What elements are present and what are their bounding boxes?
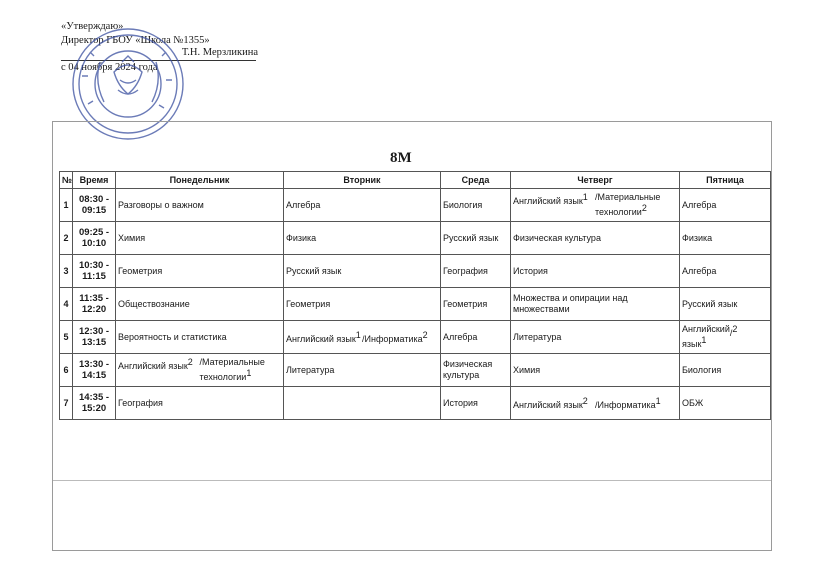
- divider: [53, 480, 771, 481]
- cell-friday: ОБЖ: [680, 387, 771, 420]
- header-time: Время: [73, 172, 116, 189]
- group-a-number: 1: [355, 329, 361, 340]
- lesson-number: 5: [60, 321, 73, 354]
- lesson-time: 09:25 - 10:10: [73, 222, 116, 255]
- cell-thursday: [511, 387, 680, 420]
- header-monday: Понедельник: [116, 172, 284, 189]
- split-group-lesson: [513, 396, 677, 411]
- header-thursday: Четверг: [511, 172, 680, 189]
- group-a-number: 2: [187, 357, 193, 367]
- lesson-time: 10:30 - 11:15: [73, 255, 116, 288]
- lesson-number: 6: [60, 354, 73, 387]
- signatory-name: Т.Н. Мерзликина: [181, 46, 258, 58]
- cell-friday: Алгебра: [680, 255, 771, 288]
- cell-friday: Биология: [680, 354, 771, 387]
- cell-wednesday: Биология: [441, 189, 511, 222]
- lesson-number: 2: [60, 222, 73, 255]
- group-b-subject: /: [729, 328, 733, 338]
- cell-tuesday: [284, 321, 441, 354]
- split-group-lesson: [286, 330, 438, 345]
- cell-wednesday: Русский язык: [441, 222, 511, 255]
- header-row: [60, 172, 771, 189]
- group-a-subject: Английский язык: [286, 333, 356, 344]
- cell-monday: Разговоры о важном: [116, 189, 284, 222]
- cell-friday: Физика: [680, 222, 771, 255]
- lesson-time: 12:30 - 13:15: [73, 321, 116, 354]
- table-row: [60, 189, 771, 222]
- group-a-subject: Английский язык: [513, 196, 583, 206]
- table-row: [60, 321, 771, 354]
- lesson-time: 08:30 - 09:15: [73, 189, 116, 222]
- cell-tuesday: Алгебра: [284, 189, 441, 222]
- cell-wednesday: География: [441, 255, 511, 288]
- lesson-number: 3: [60, 255, 73, 288]
- cell-tuesday: Геометрия: [284, 288, 441, 321]
- cell-thursday: Литература: [511, 321, 680, 354]
- header-friday: Пятница: [680, 172, 771, 189]
- group-b-subject: /Информатика: [595, 399, 656, 410]
- class-title: 8М: [390, 150, 412, 166]
- split-group-lesson: [682, 324, 768, 350]
- lesson-time: 13:30 - 14:15: [73, 354, 116, 387]
- group-a-number: 1: [582, 192, 588, 202]
- cell-wednesday: Физическая культура: [441, 354, 511, 387]
- group-a-number: 2: [582, 395, 588, 406]
- group-b-number: 1: [246, 368, 252, 378]
- header-num: №: [60, 172, 73, 189]
- cell-tuesday: [284, 387, 441, 420]
- group-b-number: 2: [641, 203, 647, 213]
- table-row: [60, 255, 771, 288]
- cell-monday: География: [116, 387, 284, 420]
- lesson-number: 1: [60, 189, 73, 222]
- cell-friday: Русский язык: [680, 288, 771, 321]
- cell-monday: Вероятность и статистика: [116, 321, 284, 354]
- group-a-subject: Английский язык: [118, 361, 188, 371]
- group-a-number: 1: [701, 335, 707, 345]
- header-tuesday: Вторник: [284, 172, 441, 189]
- split-group-lesson: [118, 357, 281, 383]
- approval-line-1: «Утверждаю»: [61, 21, 124, 32]
- cell-thursday: Множества и опирации над множествами: [511, 288, 680, 321]
- table-row: [60, 387, 771, 420]
- cell-friday: [680, 321, 771, 354]
- cell-monday: Химия: [116, 222, 284, 255]
- lesson-number: 7: [60, 387, 73, 420]
- cell-monday: [116, 354, 284, 387]
- group-b-subject: /Материальные технологии: [199, 357, 265, 382]
- group-b-number: 2: [732, 324, 738, 334]
- group-b-subject: /Информатика: [362, 333, 423, 344]
- split-group-lesson: [513, 192, 677, 218]
- table-row: [60, 288, 771, 321]
- schedule-table: [59, 171, 771, 420]
- cell-tuesday: Физика: [284, 222, 441, 255]
- lesson-time: 11:35 - 12:20: [73, 288, 116, 321]
- cell-wednesday: Алгебра: [441, 321, 511, 354]
- cell-thursday: История: [511, 255, 680, 288]
- cell-tuesday: Русский язык: [284, 255, 441, 288]
- lesson-number: 4: [60, 288, 73, 321]
- group-a-subject: Английский язык: [682, 324, 730, 349]
- header-wednesday: Среда: [441, 172, 511, 189]
- cell-wednesday: Геометрия: [441, 288, 511, 321]
- cell-monday: Геометрия: [116, 255, 284, 288]
- cell-thursday: Химия: [511, 354, 680, 387]
- cell-thursday: [511, 189, 680, 222]
- group-a-subject: Английский язык: [513, 399, 583, 410]
- table-row: [60, 354, 771, 387]
- cell-thursday: Физическая культура: [511, 222, 680, 255]
- cell-tuesday: Литература: [284, 354, 441, 387]
- cell-wednesday: История: [441, 387, 511, 420]
- lesson-time: 14:35 - 15:20: [73, 387, 116, 420]
- group-b-number: 2: [422, 329, 428, 340]
- cell-friday: Алгебра: [680, 189, 771, 222]
- group-b-subject: /Материальные технологии: [595, 192, 661, 217]
- approval-line-2: Директор ГБОУ «Школа №1355»: [61, 34, 210, 46]
- cell-monday: Обществознание: [116, 288, 284, 321]
- approval-date: с 04 ноября 2024 года: [61, 62, 158, 73]
- table-row: [60, 222, 771, 255]
- group-b-number: 1: [655, 395, 661, 406]
